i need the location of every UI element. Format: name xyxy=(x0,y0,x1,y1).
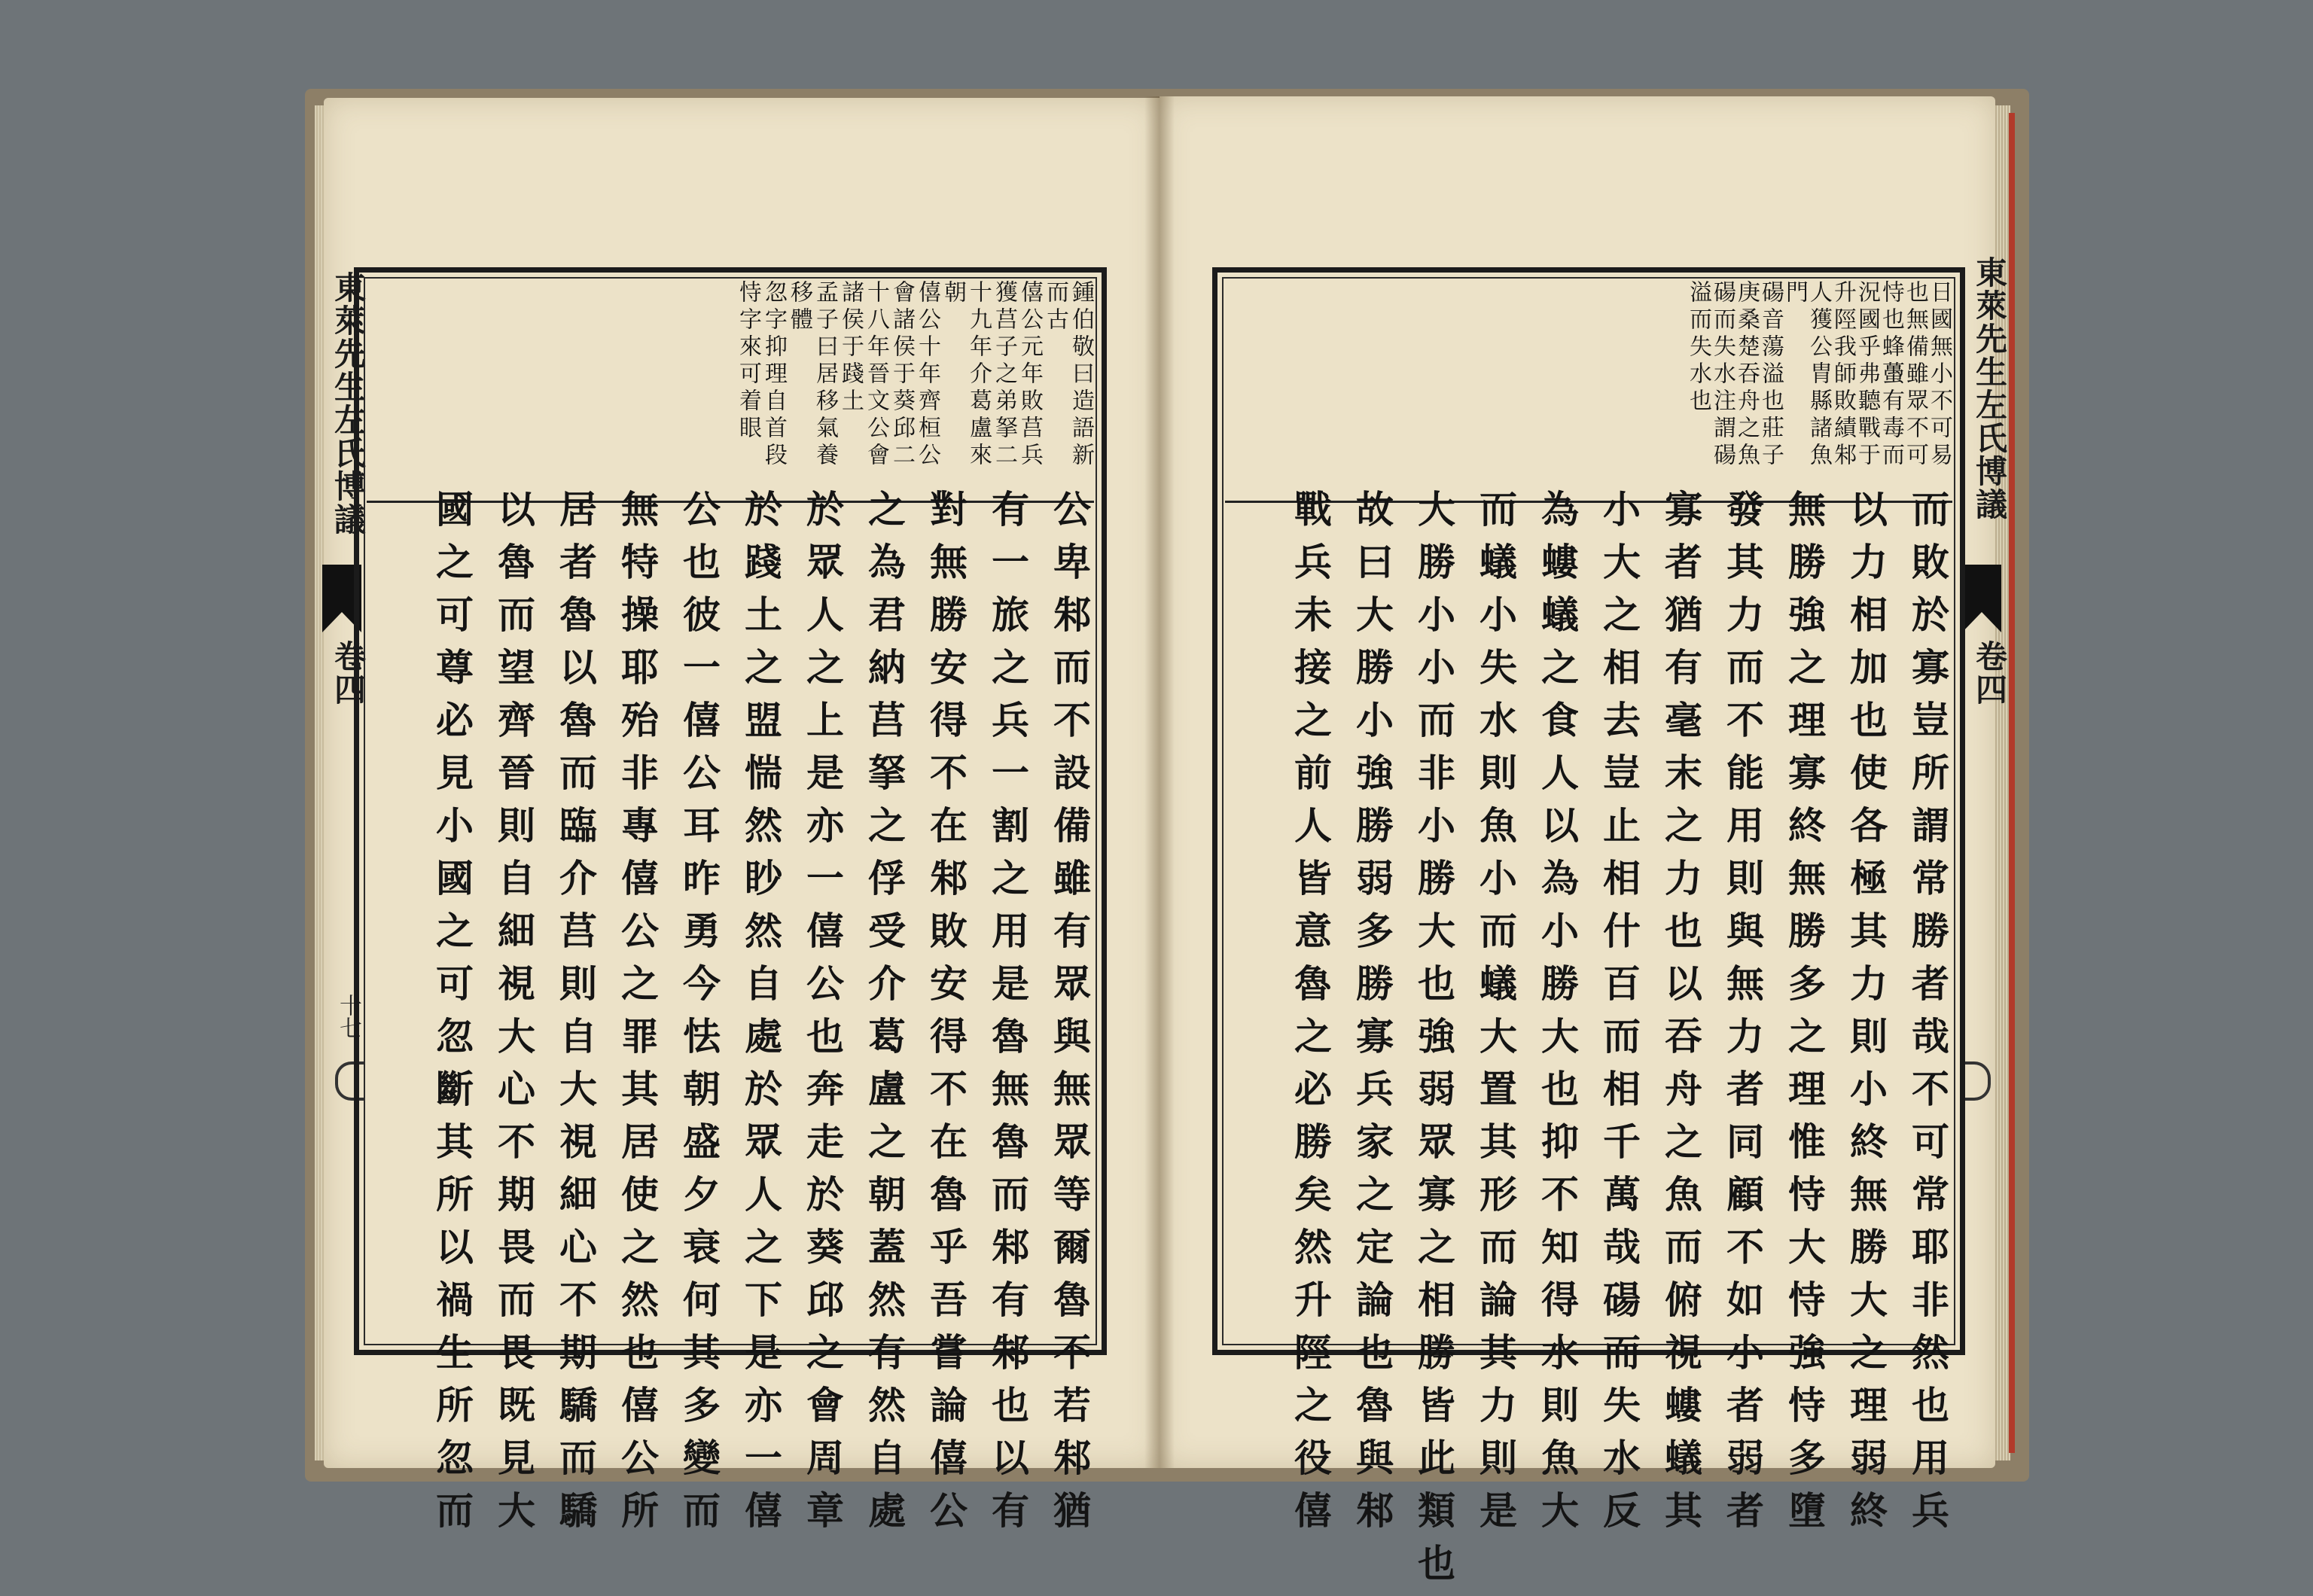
text-column: 以魯而望齊晉則自細視大心不期畏而畏既見大 xyxy=(492,489,536,1543)
annotation-column: 諸侯于踐土 xyxy=(837,280,864,416)
annotation-column: 升陘我師敗績邾 xyxy=(1830,280,1856,470)
annotation-column: 碭而失水注謂碭 xyxy=(1709,280,1736,470)
annotation-column: 人獲公胄縣諸魚 xyxy=(1806,280,1832,470)
annotation-column: 日國無小不可易 xyxy=(1926,280,1952,470)
annotation-column: 碭音蕩溢也莊子 xyxy=(1757,280,1784,470)
text-column: 有一旅之兵一割之用是魯無魯而邾有邾也以有 xyxy=(986,489,1030,1543)
annotation-column: 僖公元年敗莒兵 xyxy=(1016,280,1043,470)
text-column: 於踐土之盟惴然眇然自處於眾人之下是亦一僖 xyxy=(739,489,783,1543)
text-column: 發其力而不能用則與無力者同顧不如小者弱者 xyxy=(1720,489,1765,1543)
annotation-column: 庚桑楚吞舟之魚 xyxy=(1733,280,1760,470)
annotation-column: 門 xyxy=(1781,280,1808,307)
annotation-column: 恃字來可着眼 xyxy=(735,280,761,443)
right-bracket-ornament xyxy=(1962,1061,1991,1101)
text-column: 寡者猶有毫末之力也以吞舟之魚而俯視螻蟻其 xyxy=(1659,489,1703,1543)
text-column: 故曰大勝小強勝弱多勝寡兵家之定論也魯與邾 xyxy=(1350,489,1394,1543)
text-column: 戰兵未接之前人皆意魯之必勝矣然升陘之役僖 xyxy=(1288,489,1333,1543)
annotation-column: 恃也蜂蠆有毒而 xyxy=(1878,280,1904,470)
left-folio-number: 十七 xyxy=(335,994,361,1039)
annotation-column: 僖公十年齊桓公 xyxy=(914,280,940,470)
text-column: 而敗於寡豈所謂常勝者哉不可常耶非然也用兵 xyxy=(1906,489,1950,1543)
annotation-column: 獲莒子之弟拏二 xyxy=(991,280,1017,470)
text-column: 而蟻小失水則魚小而蟻大置其形而論其力則是 xyxy=(1473,489,1518,1543)
left-book-title: 東萊先生左氏博議 xyxy=(330,271,367,536)
text-column: 公也彼一僖公耳昨勇今怯朝盛夕衰何其多變而 xyxy=(677,489,721,1543)
text-column: 之為君納莒拏之俘受介葛盧之朝蓋然有然自處 xyxy=(862,489,907,1543)
text-column: 公卑邾而不設備雖有眾與無眾等爾魯不若邾猶 xyxy=(1047,489,1092,1543)
text-column: 國之可尊必見小國之可忽斷其所以禍生所忽而 xyxy=(430,489,474,1543)
annotation-column: 溢而失水也 xyxy=(1685,280,1711,416)
annotation-column: 孟子曰居移氣養 xyxy=(812,280,838,470)
text-column: 無勝強之理寡終無勝多之理惟恃大恃強恃多墮 xyxy=(1782,489,1827,1543)
text-column: 居者魯以魯而臨介莒則自大視細心不期驕而驕 xyxy=(553,489,598,1543)
text-column: 無特操耶殆非專僖公之罪其居使之然也僖公所 xyxy=(615,489,660,1543)
annotation-column: 也無備雖眾不可 xyxy=(1902,280,1928,470)
book-gutter xyxy=(1144,96,1175,1468)
annotation-column: 而古 xyxy=(1042,280,1068,334)
annotation-column: 會諸侯于葵邱二 xyxy=(888,280,915,470)
text-column: 以力相加也使各極其力則小終無勝大之理弱終 xyxy=(1844,489,1888,1543)
left-volume-label: 卷四 xyxy=(330,640,367,706)
right-book-title: 東萊先生左氏博議 xyxy=(1971,256,2008,521)
annotation-column: 鍾伯敬曰造語新 xyxy=(1068,280,1094,470)
annotation-column: 況國乎弗聽戰于 xyxy=(1854,280,1880,470)
text-column: 對無勝安得不在邾敗安得不在魯乎吾嘗論僖公 xyxy=(924,489,968,1543)
text-column: 為螻蟻之食人以為小勝大也抑不知得水則魚大 xyxy=(1535,489,1580,1543)
text-column: 大勝小小而非小勝大也強弱眾寡之相勝皆此類也 xyxy=(1412,489,1456,1596)
text-column: 於眾人之上是亦一僖公也奔走於葵邱之會周章 xyxy=(800,489,845,1543)
right-volume-label: 卷四 xyxy=(1971,640,2008,706)
annotation-column: 十九年介葛盧來 xyxy=(965,280,992,470)
text-column: 小大之相去豈止相什百而相千萬哉碭而失水反 xyxy=(1597,489,1641,1543)
annotation-column: 十八年晉文公會 xyxy=(863,280,889,470)
annotation-column: 朝 xyxy=(940,280,966,307)
annotation-column: 移體 xyxy=(786,280,812,334)
annotation-column: 忽字抑理自首段 xyxy=(760,280,787,470)
